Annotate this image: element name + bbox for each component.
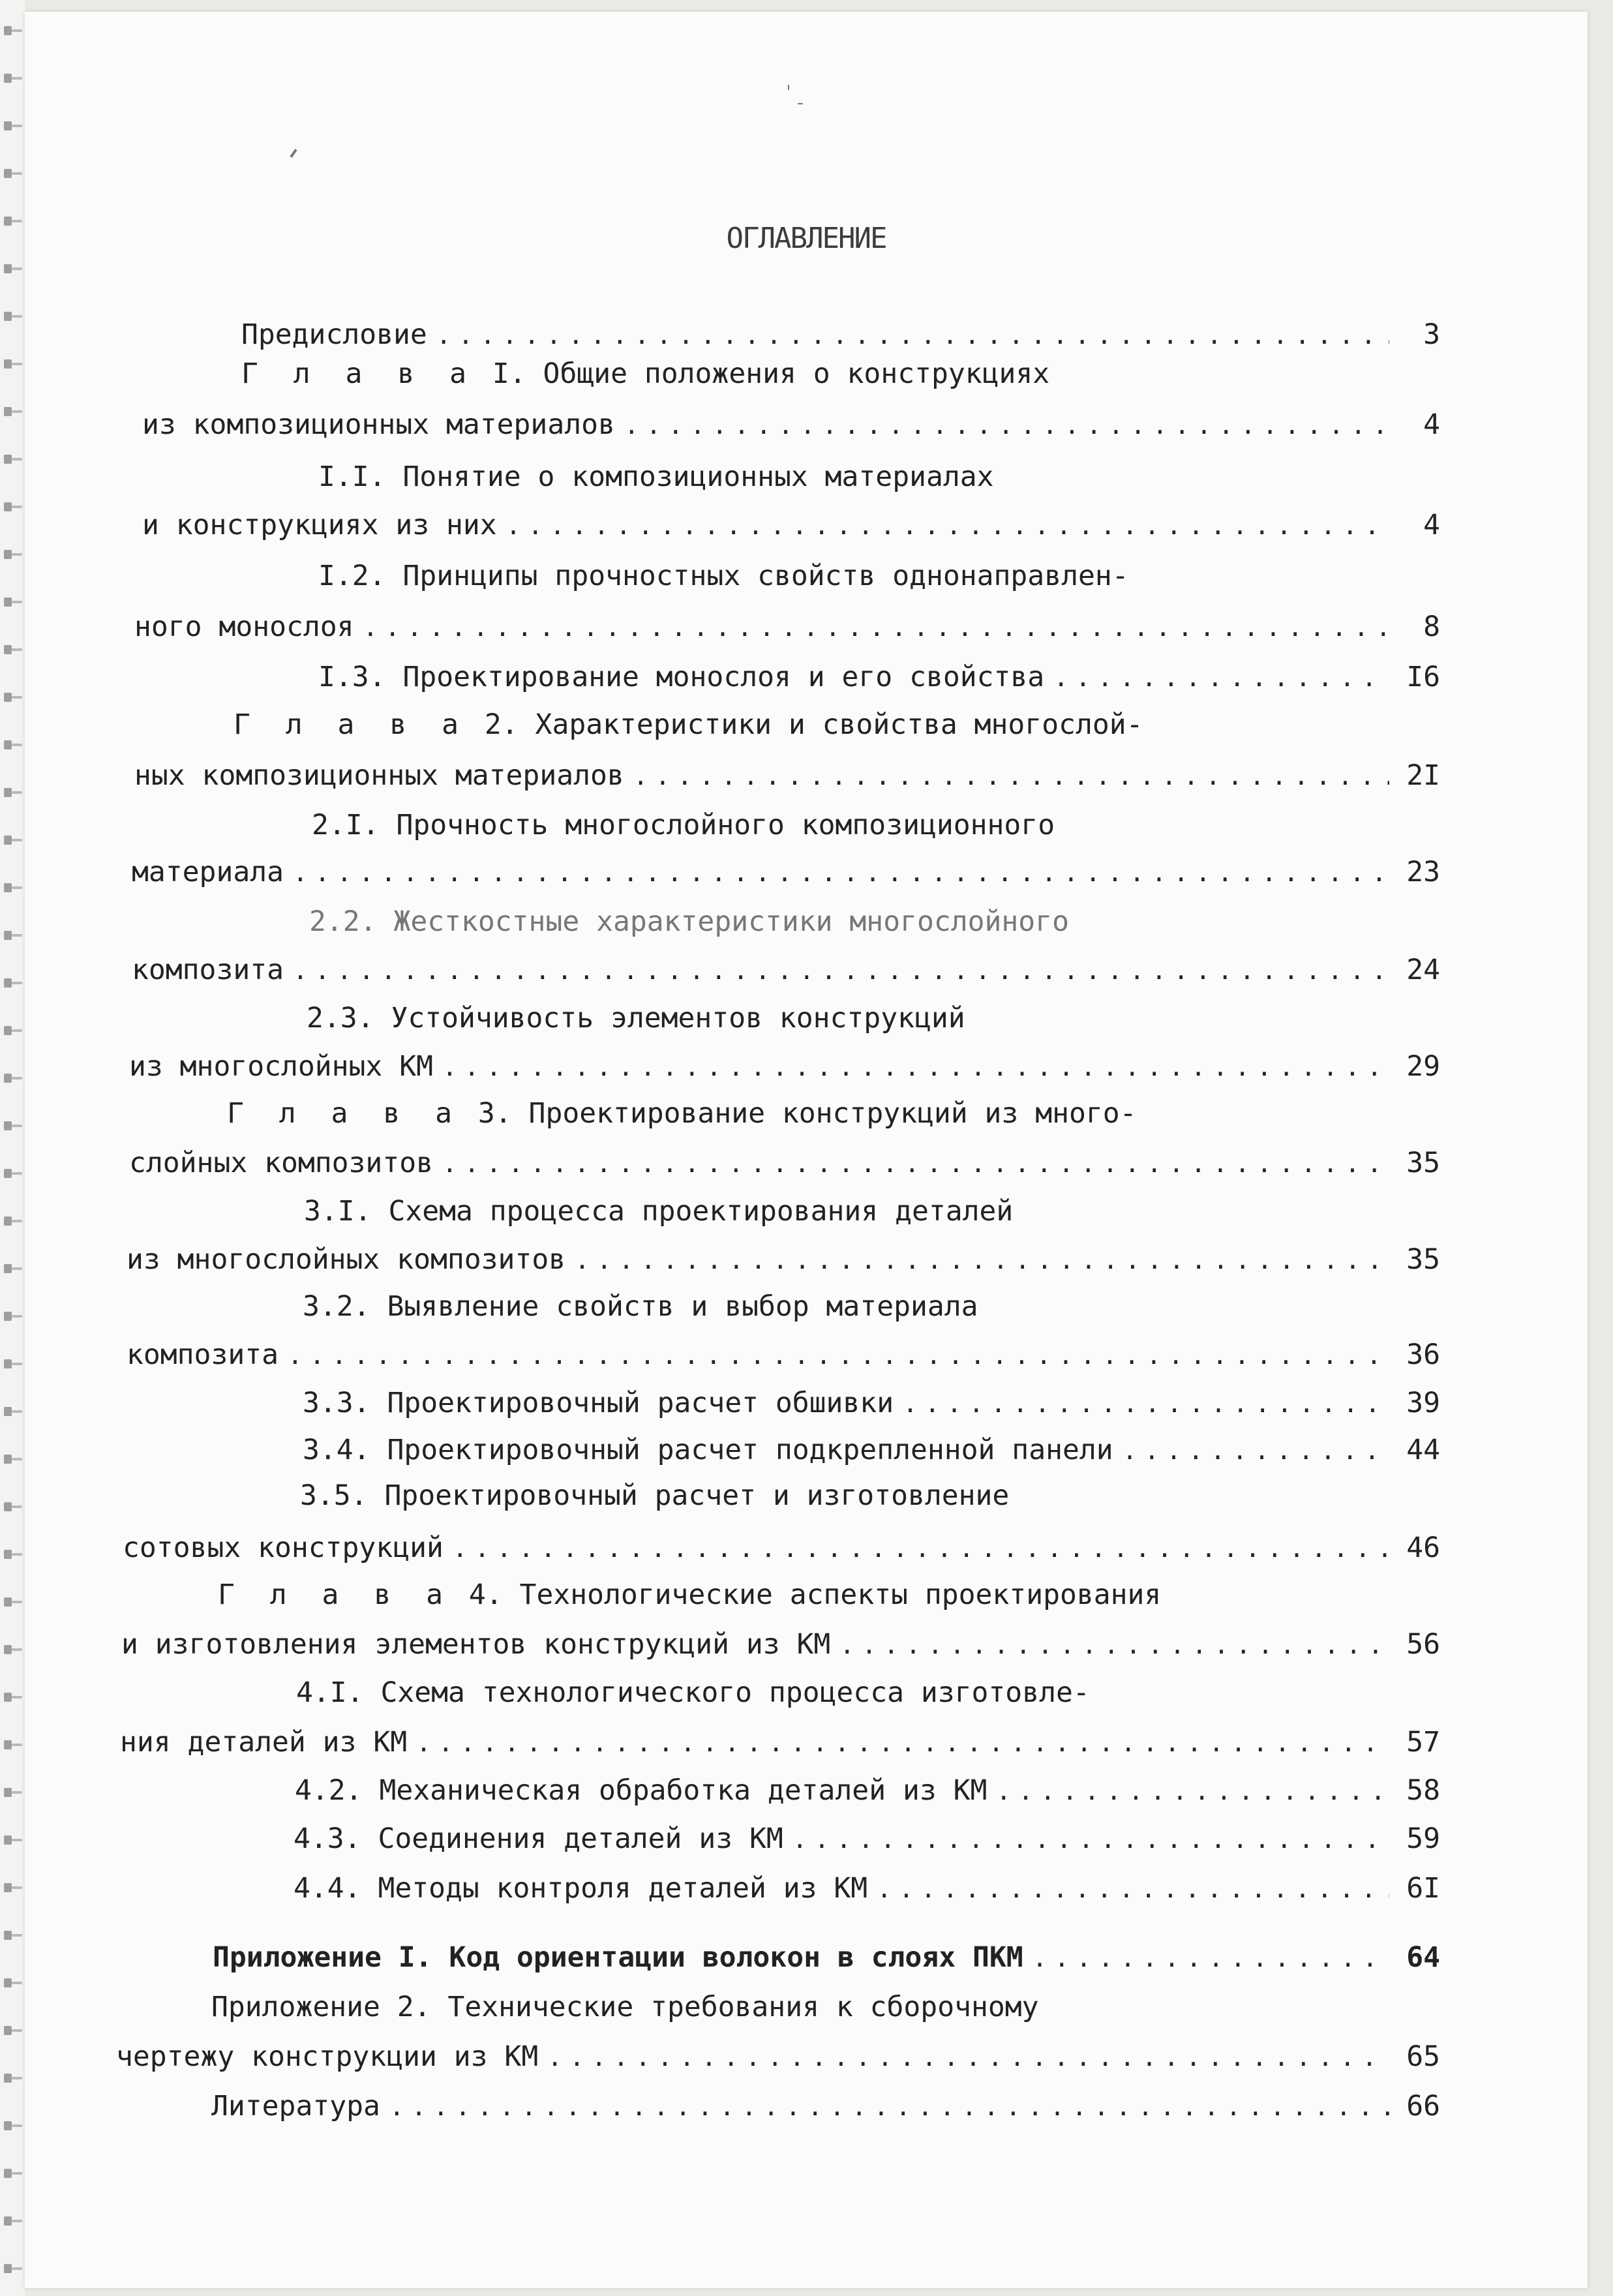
binding-hole bbox=[4, 1931, 12, 1940]
toc-entry bbox=[218, 1578, 1161, 1618]
toc-entry-text bbox=[227, 1097, 1137, 1130]
binding-hole bbox=[4, 788, 12, 797]
toc-entry bbox=[312, 809, 1055, 848]
binding-ring bbox=[12, 1791, 22, 1794]
binding-hole bbox=[4, 1693, 12, 1702]
binding-ring bbox=[12, 553, 22, 556]
toc-entry-text: ния деталей из КМ bbox=[120, 1726, 408, 1759]
spiral-binding bbox=[0, 0, 25, 2296]
chapter-title: 3. Проектирование конструкций из много- bbox=[461, 1097, 1137, 1130]
toc-entry bbox=[318, 461, 994, 500]
toc-entry bbox=[142, 509, 1440, 548]
toc-entry bbox=[211, 2090, 1440, 2129]
page-number: 6I bbox=[1406, 1872, 1440, 1905]
binding-hole bbox=[4, 359, 12, 369]
binding-hole bbox=[4, 1121, 12, 1130]
binding-hole bbox=[4, 2026, 12, 2035]
binding-ring bbox=[12, 1744, 22, 1746]
toc-entry-text: слойных композитов bbox=[129, 1147, 433, 1179]
binding-hole bbox=[4, 1502, 12, 1511]
binding-ring bbox=[12, 1839, 22, 1841]
binding-hole bbox=[4, 1597, 12, 1607]
toc-entry-text: 3.4. Проектировочный расчет подкрепленной панели bbox=[303, 1434, 1113, 1466]
page-number: 36 bbox=[1406, 1338, 1440, 1371]
binding-hole bbox=[4, 2216, 12, 2226]
binding-ring bbox=[12, 1220, 22, 1222]
binding-ring bbox=[12, 1982, 22, 1984]
binding-hole bbox=[4, 2264, 12, 2273]
binding-ring bbox=[12, 1077, 22, 1080]
binding-ring bbox=[12, 2267, 22, 2270]
binding-hole bbox=[4, 407, 12, 416]
binding-hole bbox=[4, 312, 12, 321]
dot-leader bbox=[1033, 1944, 1389, 1972]
page-number: 35 bbox=[1406, 1147, 1440, 1179]
binding-hole bbox=[4, 1169, 12, 1178]
binding-ring bbox=[12, 77, 22, 80]
binding-ring bbox=[12, 1029, 22, 1032]
toc-entry-text: Предисловие bbox=[241, 318, 427, 351]
toc-entry-text: из композиционных материалов bbox=[142, 408, 615, 441]
page-number: 64 bbox=[1406, 1941, 1440, 1974]
binding-ring bbox=[12, 1410, 22, 1413]
binding-hole bbox=[4, 693, 12, 702]
toc-entry bbox=[121, 1628, 1440, 1667]
page-number: 44 bbox=[1406, 1434, 1440, 1466]
document-page bbox=[25, 12, 1588, 2288]
toc-entry-text: 2.I. Прочность многослойного композиционного bbox=[312, 809, 1055, 841]
page-number: 59 bbox=[1406, 1822, 1440, 1855]
scan-speck bbox=[290, 149, 297, 158]
toc-entry-text: 3.2. Выявление свойств и выбор материала bbox=[303, 1290, 978, 1323]
page-number: 57 bbox=[1406, 1726, 1440, 1759]
toc-entry bbox=[134, 759, 1440, 798]
binding-hole bbox=[4, 1550, 12, 1559]
toc-entry-text: I.2. Принципы прочностных свойств однонаправлен- bbox=[318, 560, 1129, 592]
binding-hole bbox=[4, 978, 12, 988]
binding-hole bbox=[4, 1264, 12, 1273]
binding-hole bbox=[4, 883, 12, 892]
binding-ring bbox=[12, 791, 22, 794]
toc-entry bbox=[234, 708, 1143, 748]
toc-entry-text: 4.3. Соединения деталей из КМ bbox=[294, 1822, 783, 1855]
binding-hole bbox=[4, 74, 12, 83]
chapter-title: 2. Характеристики и свойства многослой- bbox=[468, 708, 1143, 741]
dot-leader bbox=[877, 1875, 1389, 1903]
binding-hole bbox=[4, 1074, 12, 1083]
toc-entry bbox=[309, 905, 1069, 944]
page-number: 35 bbox=[1406, 1243, 1440, 1276]
binding-ring bbox=[12, 648, 22, 651]
toc-entry-text: сотовых конструкций bbox=[123, 1532, 444, 1564]
binding-ring bbox=[12, 1886, 22, 1889]
binding-hole bbox=[4, 1835, 12, 1845]
binding-hole bbox=[4, 1407, 12, 1416]
toc-entry-text: 2.2. Жесткостные характеристики многослойного bbox=[309, 905, 1069, 938]
binding-hole bbox=[4, 2121, 12, 2130]
binding-hole bbox=[4, 1312, 12, 1321]
toc-entry bbox=[241, 357, 1049, 397]
dot-leader bbox=[1123, 1436, 1389, 1465]
toc-entry bbox=[127, 1338, 1440, 1378]
binding-hole bbox=[4, 502, 12, 511]
dot-leader bbox=[996, 1777, 1389, 1805]
chapter-word: Г л а в а bbox=[227, 1097, 461, 1130]
binding-hole bbox=[4, 740, 12, 749]
page-number: 56 bbox=[1406, 1628, 1440, 1661]
dot-leader bbox=[453, 1534, 1389, 1563]
toc-entry bbox=[127, 1243, 1440, 1282]
binding-ring bbox=[12, 1553, 22, 1556]
binding-hole bbox=[4, 121, 12, 130]
toc-entry-text: I.I. Понятие о композиционных материалах bbox=[318, 461, 994, 493]
binding-ring bbox=[12, 267, 22, 270]
toc-entry bbox=[132, 856, 1440, 895]
dot-leader bbox=[416, 1729, 1389, 1757]
binding-ring bbox=[12, 2077, 22, 2079]
toc-entry bbox=[318, 560, 1129, 599]
dot-leader bbox=[442, 1149, 1389, 1178]
dot-leader bbox=[293, 956, 1389, 985]
dot-leader bbox=[436, 321, 1389, 350]
binding-hole bbox=[4, 931, 12, 940]
scan-speck bbox=[788, 85, 789, 90]
toc-entry-text bbox=[241, 357, 1049, 390]
toc-entry-text: ных композиционных материалов bbox=[134, 759, 624, 792]
binding-ring bbox=[12, 410, 22, 413]
toc-entry bbox=[303, 1434, 1440, 1473]
dot-leader bbox=[839, 1631, 1389, 1659]
dot-leader bbox=[288, 1341, 1389, 1370]
binding-hole bbox=[4, 550, 12, 559]
binding-hole bbox=[4, 2169, 12, 2178]
binding-hole bbox=[4, 2074, 12, 2083]
toc-entry bbox=[304, 1195, 1013, 1234]
binding-hole bbox=[4, 836, 12, 845]
binding-hole bbox=[4, 1359, 12, 1368]
page-number: 4 bbox=[1423, 408, 1440, 441]
chapter-word: Г л а в а bbox=[241, 357, 475, 390]
toc-entry bbox=[227, 1097, 1137, 1136]
toc-entry bbox=[241, 318, 1440, 357]
toc-entry-text: композита bbox=[127, 1338, 279, 1371]
toc-entry-text: 4.I. Схема технологического процесса изготовле- bbox=[296, 1676, 1090, 1709]
binding-hole bbox=[4, 217, 12, 226]
toc-entry bbox=[294, 1822, 1440, 1862]
binding-hole bbox=[4, 169, 12, 178]
binding-hole bbox=[4, 1455, 12, 1464]
binding-hole bbox=[4, 597, 12, 607]
toc-entry bbox=[134, 611, 1440, 650]
page-number: 66 bbox=[1406, 2090, 1440, 2122]
binding-ring bbox=[12, 1315, 22, 1318]
binding-ring bbox=[12, 29, 22, 32]
toc-entry bbox=[120, 1726, 1440, 1765]
toc-entry-text bbox=[218, 1578, 1161, 1611]
chapter-word: Г л а в а bbox=[218, 1578, 452, 1611]
dot-leader bbox=[389, 2092, 1389, 2121]
chapter-word: Г л а в а bbox=[234, 708, 468, 741]
toc-entry-text: и конструкциях из них bbox=[142, 509, 497, 541]
toc-entry bbox=[295, 1774, 1440, 1813]
chapter-title: I. Общие положения о конструкциях bbox=[475, 357, 1050, 390]
binding-hole bbox=[4, 264, 12, 273]
dot-leader bbox=[792, 1825, 1389, 1854]
toc-entry bbox=[116, 2040, 1440, 2079]
toc-entry-text: Литература bbox=[211, 2090, 380, 2122]
toc-entry-text: 4.2. Механическая обработка деталей из КМ bbox=[295, 1774, 987, 1807]
binding-hole bbox=[4, 1216, 12, 1226]
dot-leader bbox=[1053, 663, 1389, 692]
binding-ring bbox=[12, 172, 22, 175]
toc-title: ОГЛАВЛЕНИЕ bbox=[726, 222, 886, 255]
dot-leader bbox=[363, 613, 1389, 642]
binding-ring bbox=[12, 125, 22, 127]
page-number: 58 bbox=[1406, 1774, 1440, 1807]
binding-ring bbox=[12, 839, 22, 841]
binding-hole bbox=[4, 26, 12, 35]
binding-hole bbox=[4, 1026, 12, 1035]
binding-hole bbox=[4, 455, 12, 464]
binding-ring bbox=[12, 1172, 22, 1175]
toc-entry-text: 3.3. Проектировочный расчет обшивки bbox=[303, 1387, 894, 1419]
binding-ring bbox=[12, 2220, 22, 2222]
binding-ring bbox=[12, 2029, 22, 2032]
toc-entry bbox=[123, 1532, 1440, 1571]
toc-entry bbox=[213, 1941, 1440, 1980]
toc-entry bbox=[296, 1676, 1090, 1715]
binding-ring bbox=[12, 1458, 22, 1460]
toc-entry bbox=[129, 1147, 1440, 1186]
toc-entry-text: 4.4. Методы контроля деталей из КМ bbox=[294, 1872, 868, 1905]
toc-entry-text: материала bbox=[132, 856, 284, 888]
binding-ring bbox=[12, 1601, 22, 1603]
toc-entry-text: ного монослоя bbox=[134, 611, 354, 643]
page-number: 39 bbox=[1406, 1387, 1440, 1419]
binding-hole bbox=[4, 1978, 12, 1987]
dot-leader bbox=[547, 2043, 1389, 2072]
page-number: 23 bbox=[1406, 856, 1440, 888]
dot-leader bbox=[633, 762, 1389, 791]
binding-hole bbox=[4, 645, 12, 654]
binding-ring bbox=[12, 1505, 22, 1508]
binding-ring bbox=[12, 696, 22, 699]
toc-entry bbox=[211, 1991, 1039, 2030]
toc-entry-text: I.3. Проектирование монослоя и его свойства bbox=[318, 661, 1045, 693]
dot-leader bbox=[442, 1053, 1389, 1081]
page-number: 3 bbox=[1423, 318, 1440, 351]
dot-leader bbox=[903, 1389, 1389, 1418]
toc-entry bbox=[300, 1479, 1009, 1518]
toc-entry-text: 2.3. Устойчивость элементов конструкций bbox=[307, 1002, 965, 1035]
toc-entry-text: чертежу конструкции из КМ bbox=[116, 2040, 539, 2073]
binding-ring bbox=[12, 601, 22, 603]
binding-hole bbox=[4, 1883, 12, 1892]
page-number: 65 bbox=[1406, 2040, 1440, 2073]
page-number: 24 bbox=[1406, 954, 1440, 986]
chapter-title: 4. Технологические аспекты проектирования bbox=[452, 1578, 1162, 1611]
dot-leader bbox=[575, 1246, 1389, 1275]
toc-entry bbox=[318, 661, 1440, 700]
binding-ring bbox=[12, 2124, 22, 2127]
toc-entry bbox=[303, 1387, 1440, 1426]
binding-ring bbox=[12, 2172, 22, 2175]
dot-leader bbox=[293, 858, 1389, 887]
binding-ring bbox=[12, 458, 22, 461]
toc-entry-text: Приложение 2. Технические требования к сборочному bbox=[211, 1991, 1039, 2023]
binding-hole bbox=[4, 1788, 12, 1797]
binding-ring bbox=[12, 1363, 22, 1365]
toc-entry-text: 3.5. Проектировочный расчет и изготовление bbox=[300, 1479, 1010, 1512]
page-number: I6 bbox=[1406, 661, 1440, 693]
page-number: 46 bbox=[1406, 1532, 1440, 1564]
toc-entry bbox=[142, 408, 1440, 447]
toc-entry bbox=[307, 1002, 965, 1041]
toc-entry-text: из многослойных КМ bbox=[129, 1050, 433, 1083]
binding-hole bbox=[4, 1645, 12, 1654]
toc-entry bbox=[294, 1872, 1440, 1911]
toc-entry-text bbox=[234, 708, 1143, 741]
page-number: 8 bbox=[1423, 611, 1440, 643]
toc-entry-text: и изготовления элементов конструкций из КМ bbox=[121, 1628, 831, 1661]
page-number: 2I bbox=[1406, 759, 1440, 792]
binding-ring bbox=[12, 1267, 22, 1270]
binding-ring bbox=[12, 363, 22, 365]
toc-entry-text: композита bbox=[132, 954, 284, 986]
binding-ring bbox=[12, 220, 22, 222]
binding-ring bbox=[12, 886, 22, 889]
binding-ring bbox=[12, 744, 22, 746]
toc-entry bbox=[129, 1050, 1440, 1089]
page-number: 4 bbox=[1423, 509, 1440, 541]
binding-ring bbox=[12, 1696, 22, 1699]
scan-speck bbox=[798, 103, 803, 104]
binding-ring bbox=[12, 315, 22, 318]
dot-leader bbox=[506, 511, 1389, 540]
binding-ring bbox=[12, 1125, 22, 1127]
toc-entry-text: Приложение I. Код ориентации волокон в слоях ПКМ bbox=[213, 1941, 1023, 1974]
binding-ring bbox=[12, 506, 22, 508]
toc-entry bbox=[303, 1290, 978, 1329]
page-number: 29 bbox=[1406, 1050, 1440, 1083]
toc-entry bbox=[132, 954, 1440, 993]
dot-leader bbox=[624, 411, 1389, 440]
binding-ring bbox=[12, 1648, 22, 1651]
binding-ring bbox=[12, 934, 22, 937]
toc-entry-text: 3.I. Схема процесса проектирования деталей bbox=[304, 1195, 1014, 1228]
binding-hole bbox=[4, 1740, 12, 1749]
binding-ring bbox=[12, 982, 22, 984]
binding-ring bbox=[12, 1934, 22, 1937]
toc-entry-text: из многослойных композитов bbox=[127, 1243, 566, 1276]
